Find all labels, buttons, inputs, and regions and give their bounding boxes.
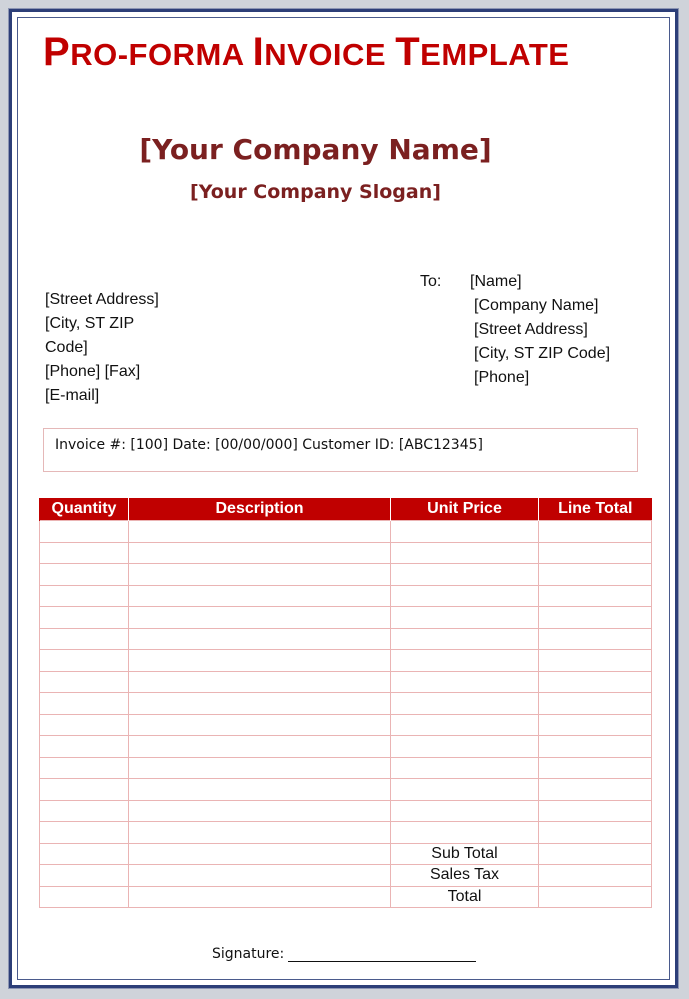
table-row [40,671,652,693]
table-cell[interactable] [539,564,652,586]
line-items-table [39,498,652,908]
table-cell[interactable] [129,693,391,715]
table-cell[interactable] [391,714,539,736]
table-cell[interactable] [40,607,129,629]
table-cell[interactable] [129,714,391,736]
table-row [40,564,652,586]
invoice-info-box: Invoice #: [100] Date: [00/00/000] Customer ID: [ABC12345] [43,428,638,472]
table-cell[interactable] [391,736,539,758]
summary-label: Sub Total [391,843,539,865]
table-cell[interactable] [539,585,652,607]
table-cell[interactable] [129,736,391,758]
table-cell[interactable] [129,564,391,586]
sender-street: [Street Address] [45,291,159,308]
table-cell[interactable] [40,650,129,672]
column-header-unit-price: Unit Price [391,498,539,521]
table-row [40,607,652,629]
table-row [40,757,652,779]
recipient-street: [Street Address] [474,321,588,338]
table-cell[interactable] [539,628,652,650]
table-cell[interactable] [129,650,391,672]
table-row [40,736,652,758]
table-cell[interactable] [40,843,129,865]
table-cell[interactable] [391,521,539,543]
table-cell[interactable] [40,714,129,736]
table-row [40,521,652,543]
company-name: [Your Company Name] [139,133,492,166]
table-cell[interactable] [129,585,391,607]
table-cell[interactable] [40,736,129,758]
table-cell[interactable] [40,886,129,908]
recipient-city: [City, ST ZIP Code] [474,345,611,362]
table-cell[interactable] [391,564,539,586]
summary-value-cell[interactable] [539,886,652,908]
table-cell[interactable] [129,779,391,801]
table-cell[interactable] [40,693,129,715]
table-cell[interactable] [539,650,652,672]
sender-phone-fax: [Phone] [Fax] [45,363,141,380]
table-cell[interactable] [391,585,539,607]
table-cell[interactable] [40,628,129,650]
table-cell[interactable] [40,585,129,607]
table-cell[interactable] [40,564,129,586]
summary-label: Total [391,886,539,908]
recipient-address-block [470,270,610,390]
table-row [40,585,652,607]
table-cell[interactable] [391,671,539,693]
title-part: I [252,30,265,74]
table-row [40,693,652,715]
table-cell[interactable] [539,607,652,629]
table-cell[interactable] [539,671,652,693]
table-cell[interactable] [539,693,652,715]
table-cell[interactable] [129,886,391,908]
table-cell[interactable] [129,521,391,543]
table-cell[interactable] [539,757,652,779]
table-cell[interactable] [40,671,129,693]
table-cell[interactable] [539,800,652,822]
table-cell[interactable] [129,822,391,844]
sender-email: [E-mail] [45,387,100,404]
table-cell[interactable] [539,542,652,564]
table-cell[interactable] [539,714,652,736]
table-cell[interactable] [539,736,652,758]
recipient-name: [Name] [470,273,522,290]
table-cell[interactable] [129,628,391,650]
summary-row [40,886,652,908]
summary-row [40,865,652,887]
summary-value-cell[interactable] [539,843,652,865]
table-cell[interactable] [40,822,129,844]
table-cell[interactable] [391,800,539,822]
recipient-company: [Company Name] [474,297,599,314]
table-cell[interactable] [40,757,129,779]
title-part: P [43,30,71,74]
sender-city-line2: Code] [45,339,88,356]
summary-row [40,843,652,865]
table-row [40,822,652,844]
column-header-line-total: Line Total [539,498,652,521]
to-label: To: [420,273,442,290]
table-cell[interactable] [129,671,391,693]
table-cell[interactable] [391,542,539,564]
sender-address-block [45,288,185,408]
title-part: EMPLATE [420,37,570,72]
recipient-phone: [Phone] [474,369,530,386]
table-cell[interactable] [40,779,129,801]
table-cell[interactable] [129,865,391,887]
table-cell[interactable] [129,757,391,779]
table-row [40,542,652,564]
table-cell[interactable] [129,800,391,822]
table-row [40,800,652,822]
table-cell[interactable] [391,650,539,672]
table-cell[interactable] [391,607,539,629]
table-cell[interactable] [40,521,129,543]
table-header-row [40,498,652,521]
table-cell[interactable] [40,800,129,822]
table-cell[interactable] [40,542,129,564]
column-header-description: Description [129,498,391,521]
table-row [40,650,652,672]
company-slogan: [Your Company Slogan] [190,181,441,203]
sender-city-line1: [City, ST ZIP [45,315,135,332]
column-header-quantity: Quantity [40,498,129,521]
table-cell[interactable] [539,521,652,543]
table-cell[interactable] [391,628,539,650]
table-row [40,779,652,801]
table-cell[interactable] [129,843,391,865]
signature-line[interactable] [288,946,476,962]
title-part: RO-FORMA [70,37,253,72]
document-title [43,30,569,75]
summary-label: Sales Tax [391,865,539,887]
table-cell[interactable] [40,865,129,887]
table-cell[interactable] [391,822,539,844]
table-cell[interactable] [391,757,539,779]
table-cell[interactable] [129,607,391,629]
table-cell[interactable] [539,779,652,801]
table-row [40,628,652,650]
title-part: NVOICE [264,37,396,72]
title-part: T [395,30,421,74]
table-cell[interactable] [391,693,539,715]
table-cell[interactable] [129,542,391,564]
summary-value-cell[interactable] [539,865,652,887]
signature-label: Signature: [212,946,285,962]
table-cell[interactable] [539,822,652,844]
table-row [40,714,652,736]
table-cell[interactable] [391,779,539,801]
signature-field [212,946,476,962]
